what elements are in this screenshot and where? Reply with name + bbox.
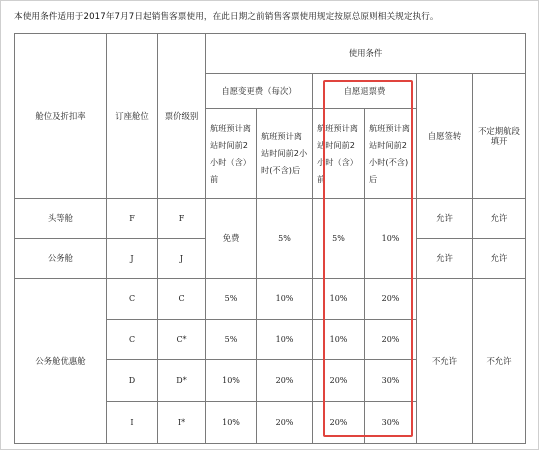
header-change-before: 航班预计离站时间前2小时（含）前 [206,109,257,199]
change-after-cell: 20% [257,360,313,402]
refund-before-cell: 5% [313,199,365,279]
change-after-cell: 5% [257,199,313,279]
refund-before-cell: 10% [313,279,365,320]
header-change-after: 航班预计离站时间前2小时(不含)后 [257,109,313,199]
booking-cell: C [107,320,158,360]
no-show-cell: 不允许 [473,279,526,444]
header-fare-level: 票价级别 [158,34,206,199]
header-voluntary-change: 自愿变更费（每次） [206,74,313,109]
change-before-cell: 5% [206,279,257,320]
no-show-cell: 允许 [473,199,526,239]
refund-after-cell: 30% [365,402,417,444]
fare-cell: I* [158,402,206,444]
change-after-cell: 20% [257,402,313,444]
change-before-cell: 10% [206,402,257,444]
cabin-cell: 公务舱优惠舱 [15,279,107,444]
header-no-show: 不定期航段填开 [473,74,526,199]
applicability-note: 本使用条件适用于2017年7月7日起销售客票使用，在此日期之前销售客票使用规定按原总原则相关规定执行。 [14,12,439,22]
endorse-cell: 允许 [417,239,473,279]
booking-cell: D [107,360,158,402]
booking-cell: C [107,279,158,320]
cabin-cell: 公务舱 [15,239,107,279]
header-endorse: 自愿签转 [417,74,473,199]
header-refund-before: 航班预计离站时间前2小时（含）前 [313,109,365,199]
fare-cell: C* [158,320,206,360]
booking-cell: F [107,199,158,239]
cabin-cell: 头等舱 [15,199,107,239]
refund-after-cell: 10% [365,199,417,279]
usage-conditions-table [14,33,526,444]
refund-after-cell: 30% [365,360,417,402]
refund-after-cell: 20% [365,279,417,320]
change-before-cell: 免费 [206,199,257,279]
header-voluntary-refund: 自愿退票费 [313,74,417,109]
no-show-cell: 允许 [473,239,526,279]
header-cabin-discount: 舱位及折扣率 [15,34,107,199]
booking-cell: I [107,402,158,444]
fare-cell: D* [158,360,206,402]
change-before-cell: 5% [206,320,257,360]
header-refund-after: 航班预计离站时间前2小时(不含)后 [365,109,417,199]
endorse-cell: 不允许 [417,279,473,444]
refund-before-cell: 20% [313,402,365,444]
header-booking-class: 订座舱位 [107,34,158,199]
booking-cell: J [107,239,158,279]
fare-cell: C [158,279,206,320]
refund-before-cell: 10% [313,320,365,360]
fare-cell: F [158,199,206,239]
refund-after-cell: 20% [365,320,417,360]
endorse-cell: 允许 [417,199,473,239]
change-before-cell: 10% [206,360,257,402]
header-conditions: 使用条件 [206,34,526,74]
refund-before-cell: 20% [313,360,365,402]
fare-cell: J [158,239,206,279]
change-after-cell: 10% [257,320,313,360]
change-after-cell: 10% [257,279,313,320]
